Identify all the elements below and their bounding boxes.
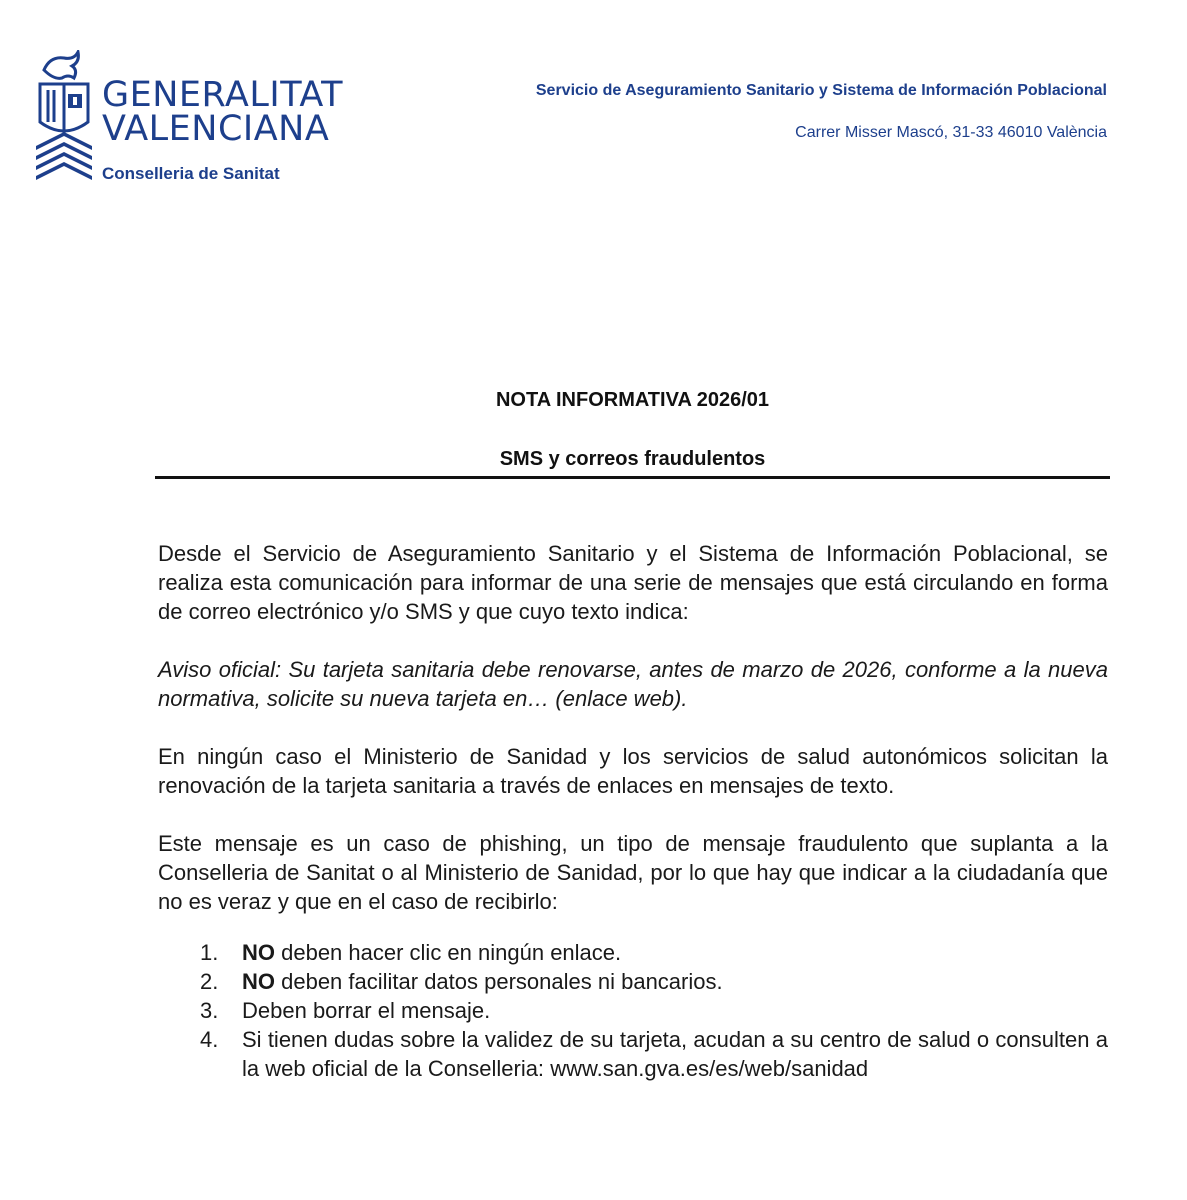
coat-of-arms-icon (30, 50, 100, 190)
letterhead (536, 82, 1107, 142)
sanidad-web-link[interactable]: www.san.gva.es/es/web/sanidad (550, 1056, 869, 1081)
title-divider (155, 476, 1110, 479)
list-item: 4. Si tienen dudas sobre la validez de su tarjeta, acudan a su centro de salud o consulten a la web oficial de la Conselleria: www.san.gva.es/es/web/sanidad (200, 1027, 1108, 1081)
note-subtitle: SMS y correos fraudulentos (499, 448, 766, 470)
brand-department: Conselleria de Sanitat (102, 164, 280, 183)
note-body (158, 539, 1108, 1083)
ministry-paragraph: En ningún caso el Ministerio de Sanidad y los servicios de salud autonómicos solicitan la renovación de la tarjeta sanitaria a través de enlaces en mensajes de texto. (158, 744, 1108, 798)
service-name: Servicio de Aseguramiento Sanitario y Sistema de Información Poblacional (535, 82, 1107, 99)
list-item: 2. NO deben facilitar datos personales ni bancarios. (200, 969, 723, 994)
address: Carrer Misser Mascó, 31-33 46010 València (795, 124, 1107, 141)
list-item: 1. NO deben hacer clic en ningún enlace. (200, 940, 622, 965)
brand-name-line1: GENERALITAT (102, 75, 343, 115)
brand-name (102, 75, 343, 149)
generalitat-logo (30, 50, 360, 190)
phishing-paragraph: Este mensaje es un caso de phishing, un tipo de mensaje fraudulento que suplanta a la Conselleria de Sanitat o al Ministerio de Sanidad, por lo que hay que indicar a la ciudadanía que no es veraz y que en el caso de recibirlo: (158, 831, 1108, 914)
quoted-message: Aviso oficial: Su tarjeta sanitaria debe renovarse, antes de marzo de 2026, conforme a la nueva normativa, solicite su nueva tarjeta en… (enlace web). (158, 657, 1108, 711)
intro-paragraph: Desde el Servicio de Aseguramiento Sanitario y el Sistema de Información Poblacional, se realiza esta comunicación para informar de una serie de mensajes que está circulando en forma de correo electrónico y/o SMS y que cuyo texto indica: (158, 541, 1108, 624)
brand-name-line2: VALENCIANA (102, 109, 330, 149)
list-item: 3. Deben borrar el mensaje. (200, 998, 491, 1023)
instructions-list (158, 938, 1108, 1083)
note-title: NOTA INFORMATIVA 2026/01 (495, 389, 769, 411)
